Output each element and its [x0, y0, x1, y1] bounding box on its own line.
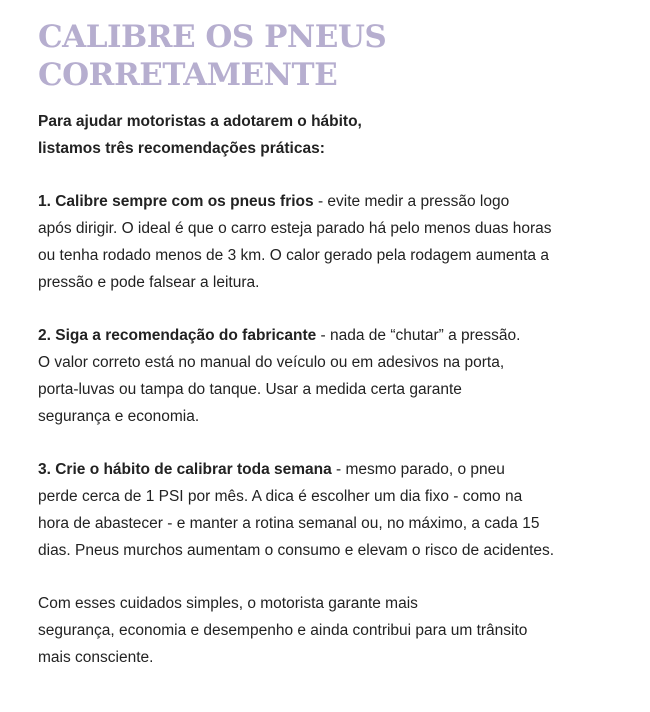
recommendation-1-line-3: ou tenha rodado menos de 3 km. O calor gerado pela rodagem aumenta a: [38, 247, 549, 264]
closing-line-1: Com esses cuidados simples, o motorista garante mais: [38, 595, 418, 612]
recommendation-2-line-1: - nada de “chutar” a pressão.: [316, 327, 521, 344]
recommendation-2-first-line: [38, 322, 638, 349]
recommendation-1: [38, 188, 638, 296]
recommendation-3-line-1: - mesmo parado, o pneu: [331, 461, 505, 478]
recommendation-2-lead: 2. Siga a recomendação do fabricante: [38, 327, 317, 344]
recommendation-1-first-line: [38, 188, 638, 215]
intro-line-2: listamos três recomendações práticas:: [38, 140, 325, 157]
intro-paragraph: [38, 108, 638, 162]
recommendation-3-line-4: dias. Pneus murchos aumentam o consumo e elevam o risco de acidentes.: [38, 542, 555, 559]
recommendation-1-line-2: após dirigir. O ideal é que o carro esteja parado há pelo menos duas horas: [38, 220, 552, 237]
title-line-2: CORRETAMENTE: [38, 57, 338, 93]
recommendation-2: [38, 322, 638, 430]
recommendation-3-lead: 3. Crie o hábito de calibrar toda semana: [38, 461, 332, 478]
recommendation-1-lead: 1. Calibre sempre com os pneus frios: [38, 193, 314, 210]
recommendation-2-line-4: segurança e economia.: [38, 408, 200, 425]
closing-line-3: mais consciente.: [38, 649, 154, 666]
closing-line-2: segurança, economia e desempenho e ainda contribui para um trânsito: [38, 622, 528, 639]
closing-paragraph: [38, 590, 638, 671]
recommendation-2-line-2: O valor correto está no manual do veículo ou em adesivos na porta,: [38, 354, 505, 371]
recommendation-3: [38, 456, 638, 564]
article-title: [38, 18, 638, 94]
recommendation-2-line-3: porta-luvas ou tampa do tanque. Usar a medida certa garante: [38, 381, 462, 398]
article: [38, 18, 638, 671]
recommendation-3-line-3: hora de abastecer - e manter a rotina semanal ou, no máximo, a cada 15: [38, 515, 540, 532]
recommendation-1-line-4: pressão e pode falsear a leitura.: [38, 274, 260, 291]
title-line-1: CALIBRE OS PNEUS: [38, 19, 387, 55]
recommendation-3-line-2: perde cerca de 1 PSI por mês. A dica é escolher um dia fixo - como na: [38, 488, 523, 505]
intro-line-1: Para ajudar motoristas a adotarem o hábito,: [38, 113, 362, 130]
recommendation-1-line-1: - evite medir a pressão logo: [313, 193, 510, 210]
recommendation-3-first-line: [38, 456, 638, 483]
